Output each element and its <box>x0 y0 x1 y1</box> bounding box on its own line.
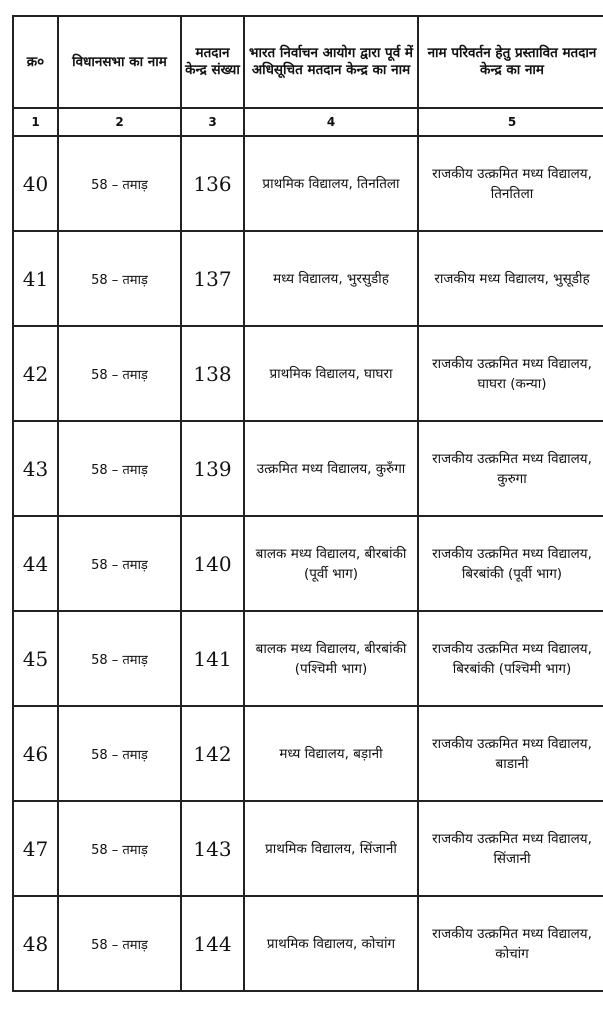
table-row <box>13 706 603 801</box>
new-name-cell: राजकीय मध्य विद्यालय, भुसूडीह <box>418 231 603 326</box>
serial-cell: 42 <box>13 326 58 421</box>
serial-cell: 46 <box>13 706 58 801</box>
new-name-cell: राजकीय उत्क्रमित मध्य विद्यालय, घाघरा (कन्या) <box>418 326 603 421</box>
table-row <box>13 326 603 421</box>
new-name-cell: राजकीय उत्क्रमित मध्य विद्यालय, कोचांग <box>418 896 603 991</box>
booth-number-cell: 139 <box>181 421 244 516</box>
table-row <box>13 801 603 896</box>
booth-number-cell: 140 <box>181 516 244 611</box>
old-name-cell: मध्य विद्यालय, भुरसुडीह <box>244 231 418 326</box>
constituency-cell: 58 – तमाड़ <box>58 231 181 326</box>
booth-number-cell: 144 <box>181 896 244 991</box>
constituency-cell: 58 – तमाड़ <box>58 801 181 896</box>
table-row <box>13 896 603 991</box>
table-row <box>13 136 603 231</box>
serial-cell: 44 <box>13 516 58 611</box>
booth-number-cell: 138 <box>181 326 244 421</box>
old-name-cell: प्राथमिक विद्यालय, कोचांग <box>244 896 418 991</box>
constituency-cell: 58 – तमाड़ <box>58 516 181 611</box>
new-name-cell: राजकीय उत्क्रमित मध्य विद्यालय, बाडानी <box>418 706 603 801</box>
header-booth-number: मतदान केन्द्र संख्या <box>181 16 244 108</box>
column-number: 1 <box>13 108 58 136</box>
serial-cell: 40 <box>13 136 58 231</box>
constituency-cell: 58 – तमाड़ <box>58 896 181 991</box>
column-number-row <box>13 108 603 136</box>
old-name-cell: बालक मध्य विद्यालय, बीरबांकी (पश्चिमी भाग) <box>244 611 418 706</box>
constituency-cell: 58 – तमाड़ <box>58 706 181 801</box>
polling-station-table <box>12 15 603 992</box>
booth-number-cell: 136 <box>181 136 244 231</box>
serial-cell: 47 <box>13 801 58 896</box>
table-row <box>13 611 603 706</box>
new-name-cell: राजकीय उत्क्रमित मध्य विद्यालय, सिंजानी <box>418 801 603 896</box>
serial-cell: 45 <box>13 611 58 706</box>
column-number: 5 <box>418 108 603 136</box>
table-row <box>13 516 603 611</box>
booth-number-cell: 143 <box>181 801 244 896</box>
old-name-cell: प्राथमिक विद्यालय, सिंजानी <box>244 801 418 896</box>
booth-number-cell: 137 <box>181 231 244 326</box>
header-old-name: भारत निर्वाचन आयोग द्वारा पूर्व में अधिसूचित मतदान केन्द्र का नाम <box>244 16 418 108</box>
serial-cell: 48 <box>13 896 58 991</box>
old-name-cell: प्राथमिक विद्यालय, तिनतिला <box>244 136 418 231</box>
old-name-cell: बालक मध्य विद्यालय, बीरबांकी (पूर्वी भाग) <box>244 516 418 611</box>
table-row <box>13 421 603 516</box>
header-row <box>13 16 603 108</box>
old-name-cell: उत्क्रमित मध्य विद्यालय, कुरुँगा <box>244 421 418 516</box>
column-number: 4 <box>244 108 418 136</box>
booth-number-cell: 141 <box>181 611 244 706</box>
booth-number-cell: 142 <box>181 706 244 801</box>
serial-cell: 43 <box>13 421 58 516</box>
new-name-cell: राजकीय उत्क्रमित मध्य विद्यालय, बिरबांकी (पूर्वी भाग) <box>418 516 603 611</box>
constituency-cell: 58 – तमाड़ <box>58 611 181 706</box>
old-name-cell: प्राथमिक विद्यालय, घाघरा <box>244 326 418 421</box>
new-name-cell: राजकीय उत्क्रमित मध्य विद्यालय, तिनतिला <box>418 136 603 231</box>
constituency-cell: 58 – तमाड़ <box>58 326 181 421</box>
serial-cell: 41 <box>13 231 58 326</box>
constituency-cell: 58 – तमाड़ <box>58 421 181 516</box>
column-number: 3 <box>181 108 244 136</box>
header-serial: क्र० <box>13 16 58 108</box>
table-row <box>13 231 603 326</box>
header-constituency: विधानसभा का नाम <box>58 16 181 108</box>
header-new-name: नाम परिवर्तन हेतु प्रस्तावित मतदान केन्द्र का नाम <box>418 16 603 108</box>
new-name-cell: राजकीय उत्क्रमित मध्य विद्यालय, कुरुगा <box>418 421 603 516</box>
new-name-cell: राजकीय उत्क्रमित मध्य विद्यालय, बिरबांकी (पश्चिमी भाग) <box>418 611 603 706</box>
constituency-cell: 58 – तमाड़ <box>58 136 181 231</box>
column-number: 2 <box>58 108 181 136</box>
old-name-cell: मध्य विद्यालय, बड़ानी <box>244 706 418 801</box>
